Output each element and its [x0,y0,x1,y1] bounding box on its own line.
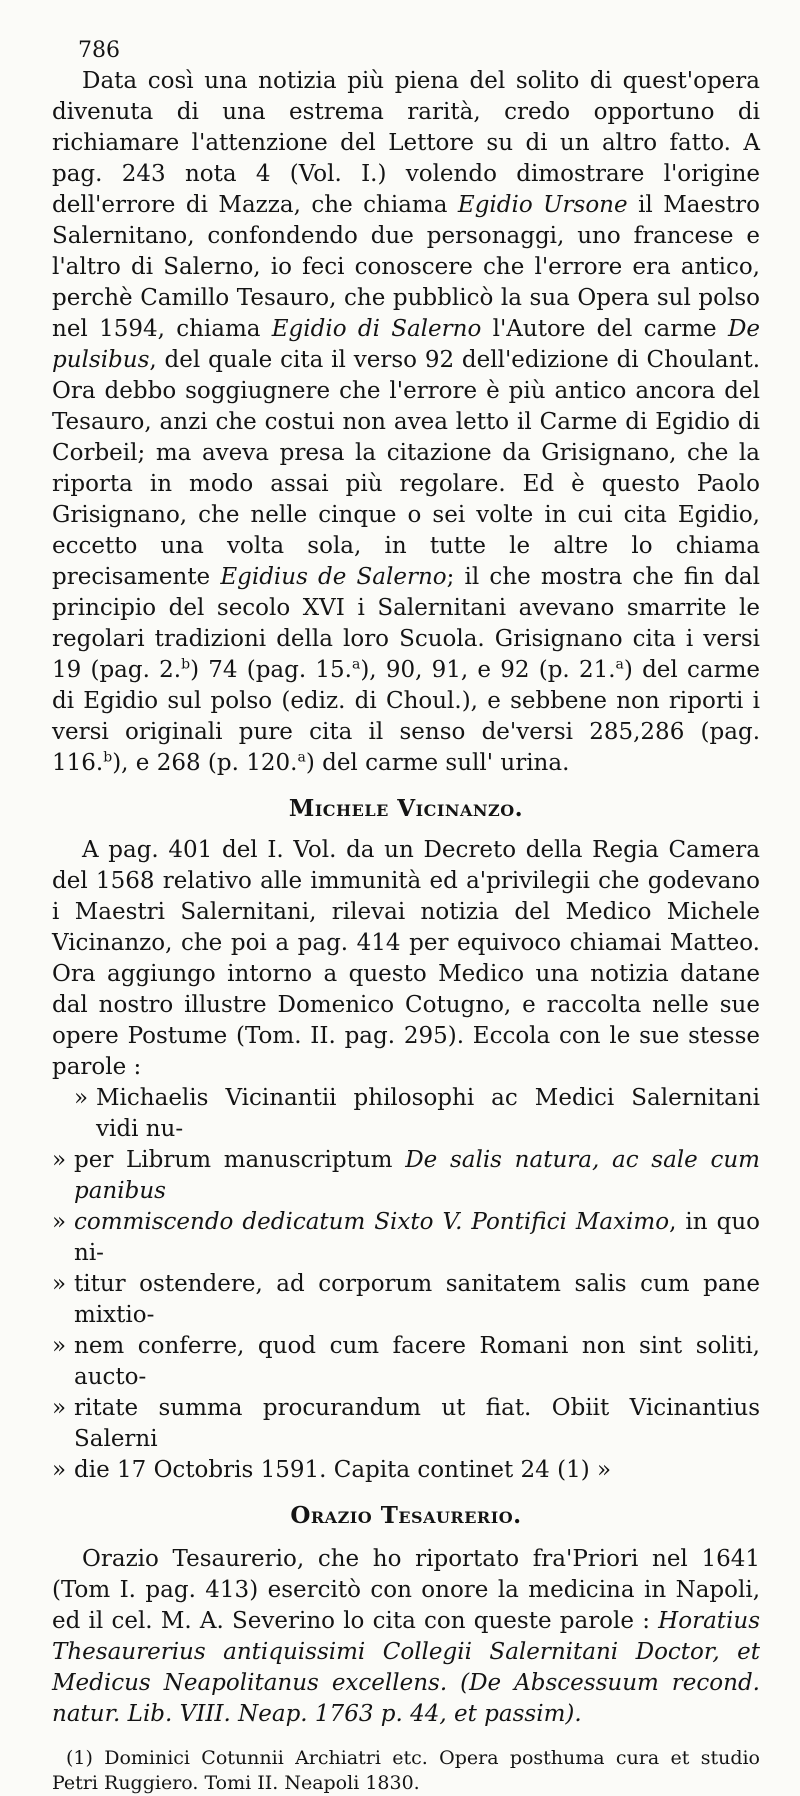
italic-run: Egidio Ursone [457,192,628,218]
italic-run: commiscendo dedicatum Sixto V. Pontifici Maximo [74,1209,670,1235]
text-run: ; il che mostra che fin dal principio del secolo XVI i Salernitani avevano smarrite le regolari tradizioni della loro Scuola. Grisignano cita i versi 19 (pag. 2. [52,564,760,683]
section-heading-tesaurerio: Orazio Tesaurerio. [290,1502,522,1529]
quote-text: die 17 Octobris 1591. Capita continet 24 (1) » [74,1457,612,1483]
italic-run: Egidius de Salerno [220,564,447,590]
quote-mark: » [52,1395,67,1421]
quote-text: nem conferre, quod cum facere Romani non sint soliti, aucto- [74,1333,760,1390]
quote-line [52,1269,760,1331]
quote-line [52,1455,760,1486]
quote-line [52,1207,760,1269]
paragraph-tesaurerio [52,1544,760,1730]
text-run: ) del carme sull' urina. [305,750,570,776]
text-run: per Librum manuscriptum [74,1147,406,1173]
italic-run: Horatius Thesaurerius antiquissimi Collegii Salernitani Doctor, et Medicus Neapolitanus excellens. (De Abscessuum recond. natur. Lib. VIII. Neap. 1763 p. 44, et passim). [52,1608,760,1727]
superscript: a [297,749,306,766]
text-run: l'Autore del carme [481,316,728,342]
superscript: a [615,656,624,673]
text-run: ) 74 (pag. 15. [190,657,352,683]
quote-mark: » [52,1457,67,1483]
quote-mark: » [52,1271,67,1297]
text-run: il Maestro Salernitano, confondendo due personaggi, uno francese e l'altro di Salerno, io feci conoscere che l'errore era antico, perchè Camillo Tesauro, che pubblicò la sua Opera sul polso nel 1594, chiama [52,192,761,342]
superscript: a [351,656,361,673]
text-run: ), 90, 91, e 92 (p. 21. [360,657,616,683]
quote-mark: » [52,1147,67,1173]
text-run: Data così una notizia più piena del solito di quest'opera divenuta di una estrema rarità, credo opportuno di richiamare l'attenzione del Lettore su di un altro fatto. A pag. 243 nota 4 (Vol. I.) volendo dimostrare l'origine dell'errore di Mazza, che chiama [52,68,760,218]
quote-mark: » [52,1333,67,1359]
italic-run: De pulsibus [52,316,761,373]
italic-run: De salis natura, ac sale cum panibus [74,1147,760,1204]
italic-run: Egidio di Salerno [271,316,482,342]
quote-text [74,1207,760,1269]
quote-mark: » [52,1209,67,1235]
paragraph-grisignano [52,66,760,779]
text-run: Orazio Tesaurerio, che ho riportato fra'Priori nel 1641 (Tom I. pag. 413) esercitò con onore la medicina in Napoli, ed il cel. M. A. Severino lo cita con queste parole : [52,1546,760,1634]
quote-line [52,1083,760,1145]
latin-quotation [52,1083,760,1486]
page-number: 786 [78,38,120,63]
superscript: b [103,749,113,766]
quote-text: ritate summa procurandum ut fiat. Obiit Vicinantius Salerni [74,1395,760,1452]
text-run: , in quo ni- [74,1209,760,1266]
quote-text [74,1145,760,1207]
quote-line [52,1393,760,1455]
text-run: , del quale cita il verso 92 dell'edizione di Choulant. Ora debbo soggiugnere che l'errore è più antico ancora del Tesauro, anzi che costui non avea letto il Carme di Egidio di Corbeil; ma aveva presa la citazione da Grisignano, che la riporta in modo assai più regolare. Ed è questo Paolo Grisignano, che nelle cinque o sei volte in cui cita Egidio, eccetto una volta sola, in tutte le altre lo chiama precisamente [52,347,760,590]
text-run: ) del carme di Egidio sul polso (ediz. di Choul.), e sebbene non riporti i versi originali pure cita il senso de'versi 285,286 (pag. 116. [52,657,760,776]
quote-text: Michaelis Vicinantii philosophi ac Medici Salernitani vidi nu- [96,1085,760,1142]
quote-line [52,1331,760,1393]
footnote: (1) Dominici Cotunnii Archiatri etc. Opera posthuma cura et studio Petri Ruggiero. Tomi II. Neapoli 1830. [52,1747,760,1794]
paragraph-vicinanzo: A pag. 401 del I. Vol. da un Decreto della Regia Camera del 1568 relativo alle immunità ed a'privilegii che godevano i Maestri Salernitani, rilevai notizia del Medico Michele Vicinanzo, che poi a pag. 414 per equivoco chiamai Matteo. Ora aggiungo intorno a questo Medico una notizia datane dal nostro illustre Domenico Cotugno, e raccolta nelle sue opere Postume (Tom. II. pag. 295). Eccola con le sue stesse parole : [52,837,760,1080]
quote-line [52,1145,760,1207]
superscript: b [181,656,191,673]
section-heading-vicinanzo: Michele Vicinanzo. [288,795,524,822]
quote-text: titur ostendere, ad corporum sanitatem salis cum pane mixtio- [74,1271,760,1328]
text-run: ), e 268 (p. 120. [112,750,298,776]
quote-mark: » [74,1085,89,1111]
